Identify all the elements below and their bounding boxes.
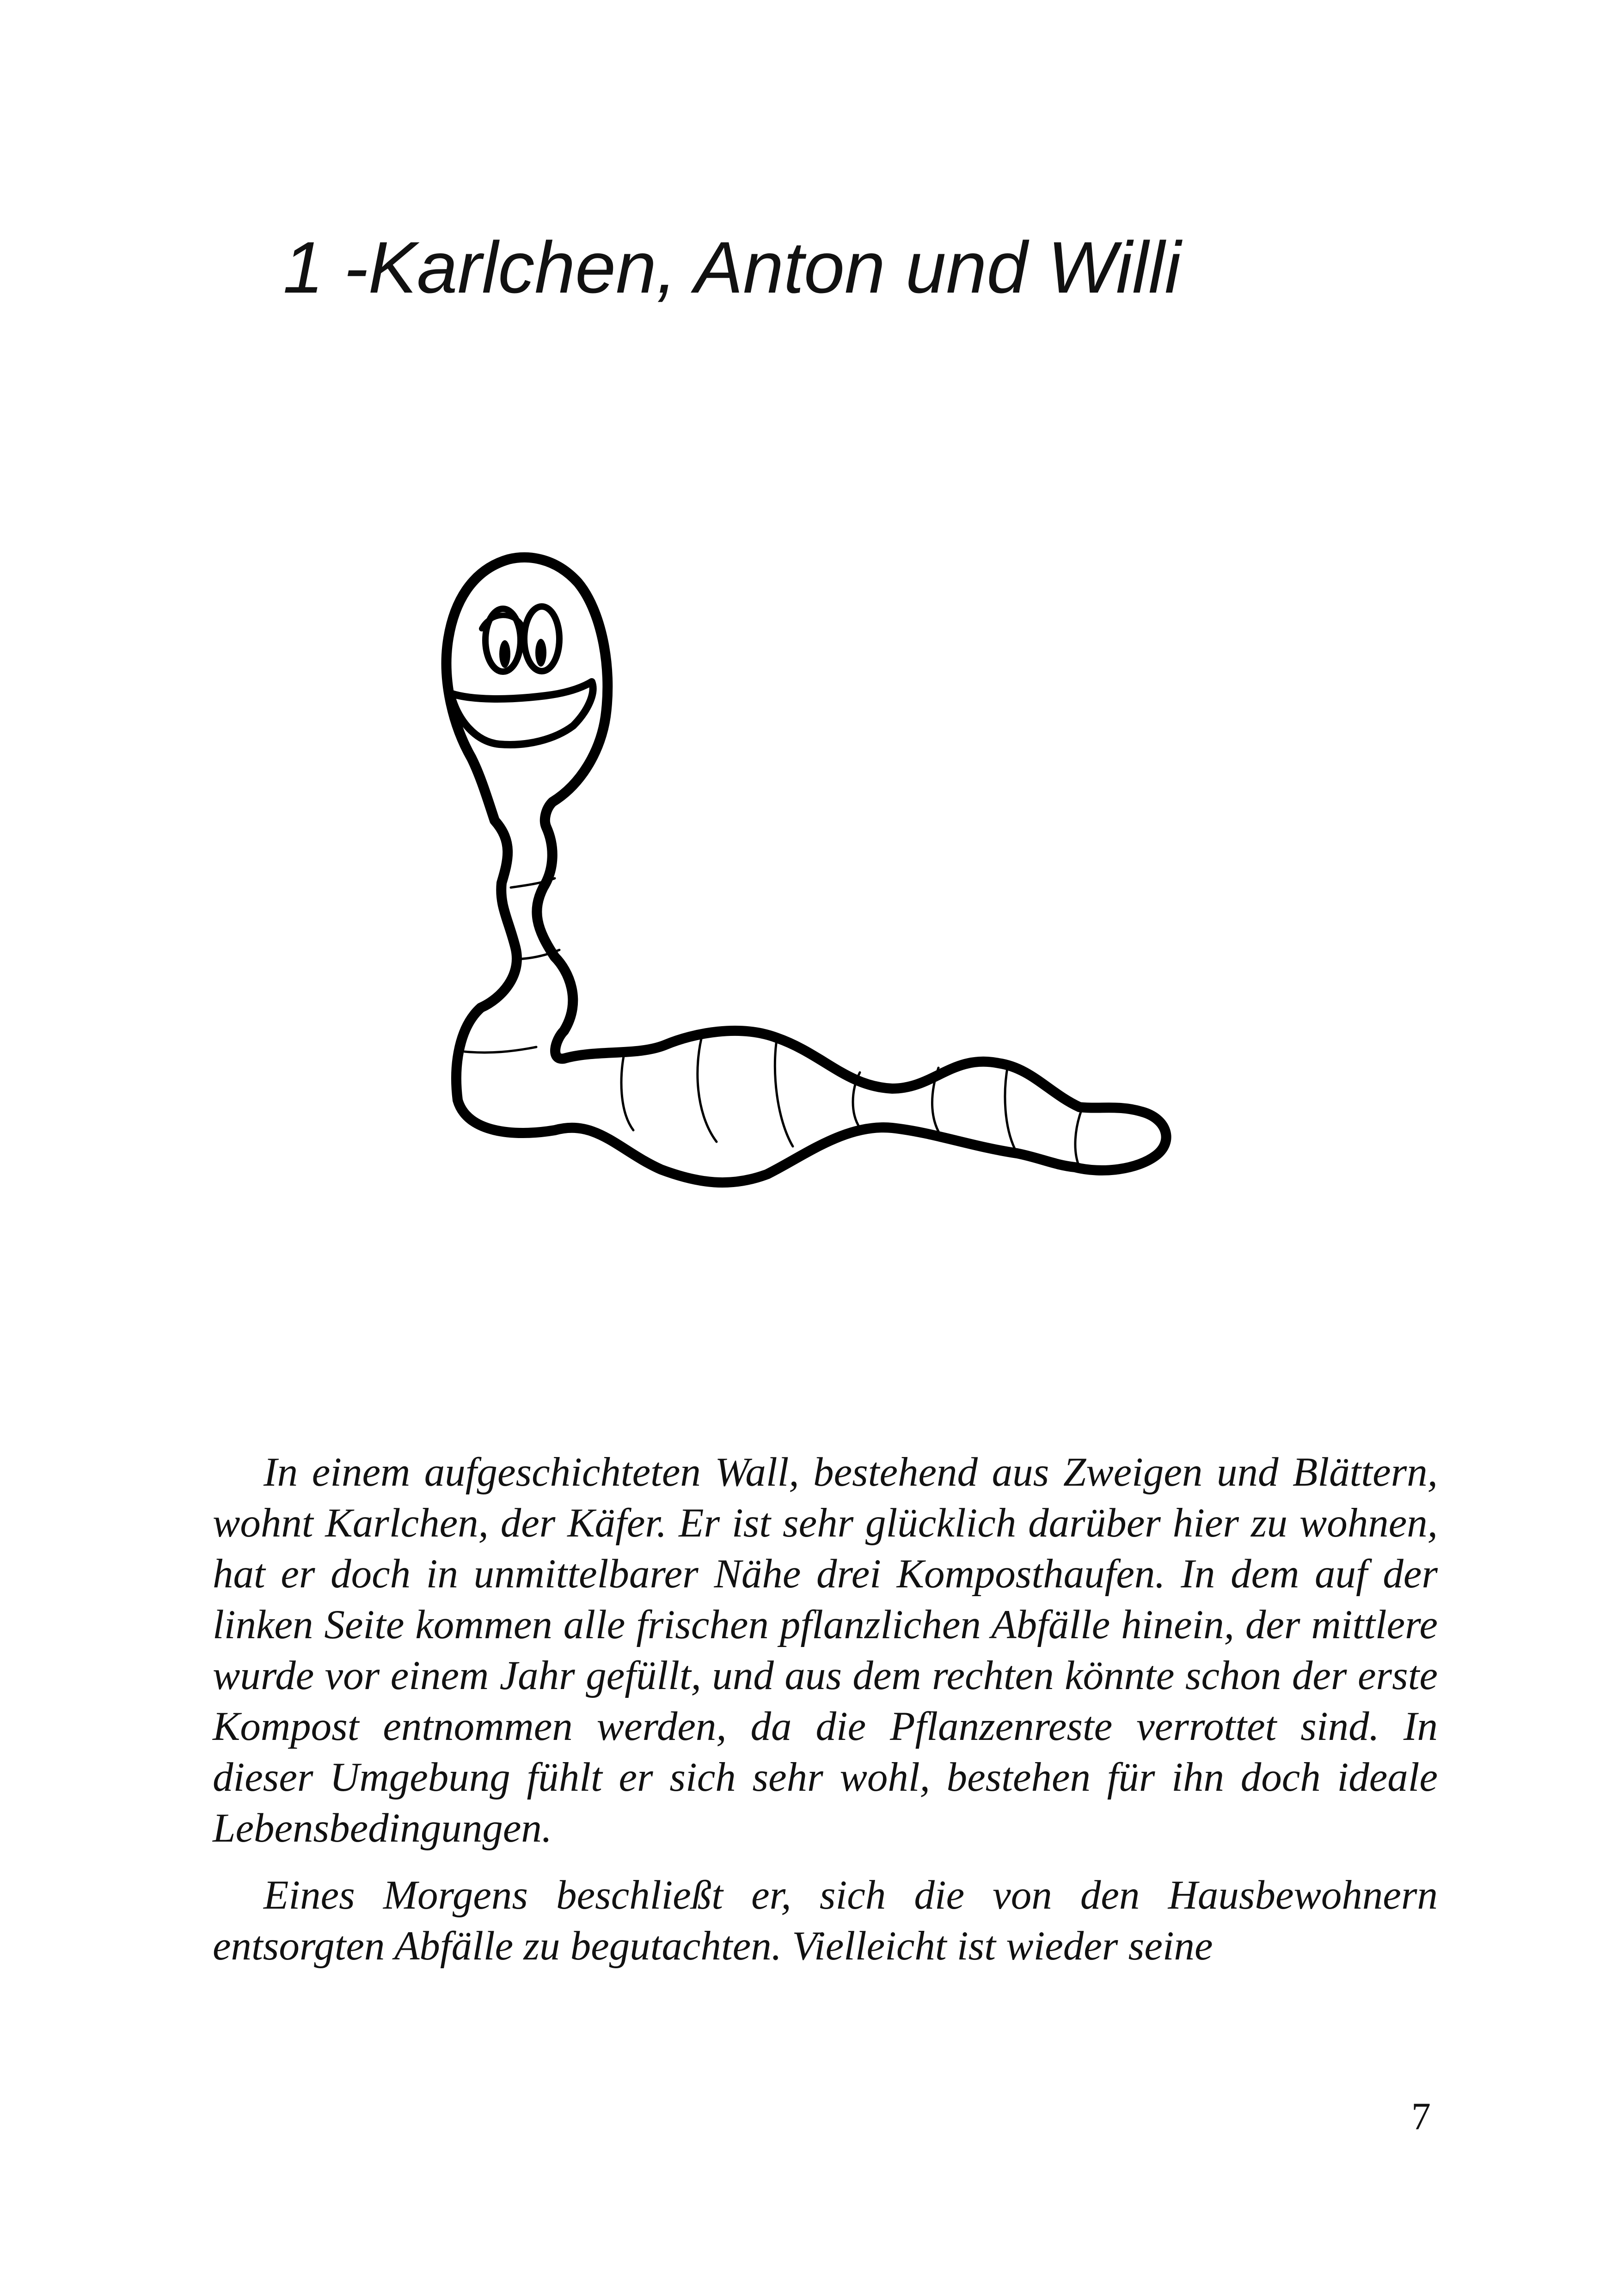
- paragraph-1: In einem aufgeschichteten Wall, bestehend aus Zweigen und Blättern, wohnt Karlchen, der Käfer. Er ist sehr glücklich darüber hier zu wohnen, hat er doch in unmittelbarer Nähe drei Komposthaufen. In dem auf der linken Seite kommen alle frischen pflanzlichen Abfälle hinein, der mittlere wurde vor einem Jahr gefüllt, und aus dem rechten könnte schon der erste Kompost entnommen werden, da die Pflanzenreste verrottet sind. In dieser Umgebung fühlt er sich sehr wohl, bestehen für ihn doch ideale Lebensbedingungen.: [213, 1450, 1438, 1851]
- body-text: [213, 1447, 1438, 1971]
- body-segments: [465, 878, 1082, 1167]
- paragraph-2: Eines Morgens beschließt er, sich die von den Hausbewohnern entsorgten Abfälle zu begutachten. Vielleicht ist wieder seine: [213, 1873, 1438, 1969]
- worm-body-outline: [447, 557, 1166, 1182]
- smile: [451, 682, 593, 745]
- chapter-title: 1 -Karlchen, Anton und Willi: [283, 227, 1181, 308]
- page-number: 7: [1411, 2095, 1431, 2138]
- worm-illustration: [361, 518, 1285, 1239]
